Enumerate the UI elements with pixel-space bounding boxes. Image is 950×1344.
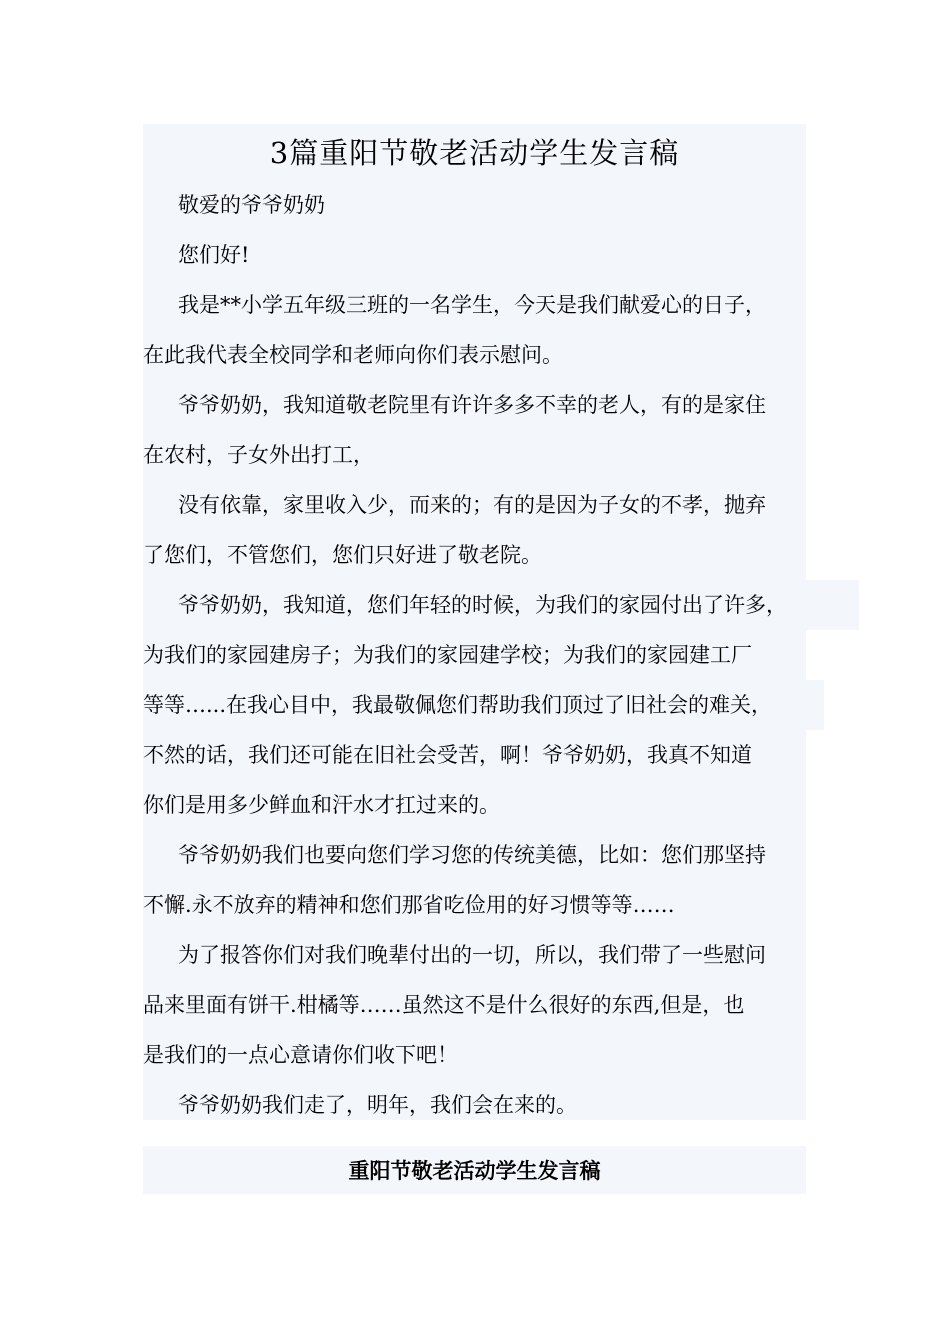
paragraph-line: 了您们，不管您们，您们只好进了敬老院。 xyxy=(143,543,542,567)
paragraph-3 xyxy=(143,480,806,580)
paragraph-line: 爷爷奶奶我们走了，明年，我们会在来的。 xyxy=(178,1093,577,1117)
paragraph-line: 在农村，子女外出打工， xyxy=(143,443,374,467)
paragraph-1 xyxy=(143,280,806,380)
paragraph-line: 你们是用多少鲜血和汗水才扛过来的。 xyxy=(143,793,500,817)
paragraph-line: 在此我代表全校同学和老师向你们表示慰问。 xyxy=(143,343,563,367)
paragraph-line: 我是**小学五年级三班的一名学生，今天是我们献爱心的日子， xyxy=(178,293,766,317)
paragraph-line: 爷爷奶奶，我知道敬老院里有许许多多不幸的老人，有的是家住 xyxy=(178,393,766,417)
paragraph-line: 爷爷奶奶我们也要向您们学习您的传统美德，比如：您们那坚持 xyxy=(178,843,766,867)
paragraph-line: 不然的话，我们还可能在旧社会受苦，啊！爷爷奶奶，我真不知道 xyxy=(143,743,752,767)
hello-line: 您们好! xyxy=(178,243,250,267)
paragraph-line: 为我们的家园建房子；为我们的家园建学校；为我们的家园建工厂 xyxy=(143,643,752,667)
paragraph-line: 品来里面有饼干.柑橘等……虽然这不是什么很好的东西,但是，也 xyxy=(143,993,745,1017)
greeting: 敬爱的爷爷奶奶 xyxy=(178,193,325,217)
second-speech-header xyxy=(143,1146,806,1194)
document-title: 3篇重阳节敬老活动学生发言稿 xyxy=(269,136,680,170)
paragraph-line: 不懈.永不放弃的精神和您们那省吃俭用的好习惯等等…… xyxy=(143,893,675,917)
paragraph-line: 是我们的一点心意请你们收下吧！ xyxy=(143,1043,458,1067)
paragraph-4 xyxy=(143,580,806,830)
speech-section xyxy=(143,124,806,1120)
paragraph-6 xyxy=(143,930,806,1080)
paragraph-line: 等等…...在我心目中，我最敬佩您们帮助我们顶过了旧社会的难关， xyxy=(143,680,824,730)
paragraph-5 xyxy=(143,830,806,930)
paragraph-line: 没有依靠，家里收入少，而来的；有的是因为子女的不孝，抛弃 xyxy=(178,493,766,517)
section-subtitle: 重阳节敬老活动学生发言稿 xyxy=(348,1158,601,1183)
paragraph-7 xyxy=(143,1080,806,1130)
paragraph-line: 爷爷奶奶，我知道，您们年轻的时候，为我们的家园付出了许多， xyxy=(143,580,859,630)
paragraph-line: 为了报答你们对我们晚辈付出的一切，所以，我们带了一些慰问 xyxy=(178,943,766,967)
paragraph-2 xyxy=(143,380,806,480)
